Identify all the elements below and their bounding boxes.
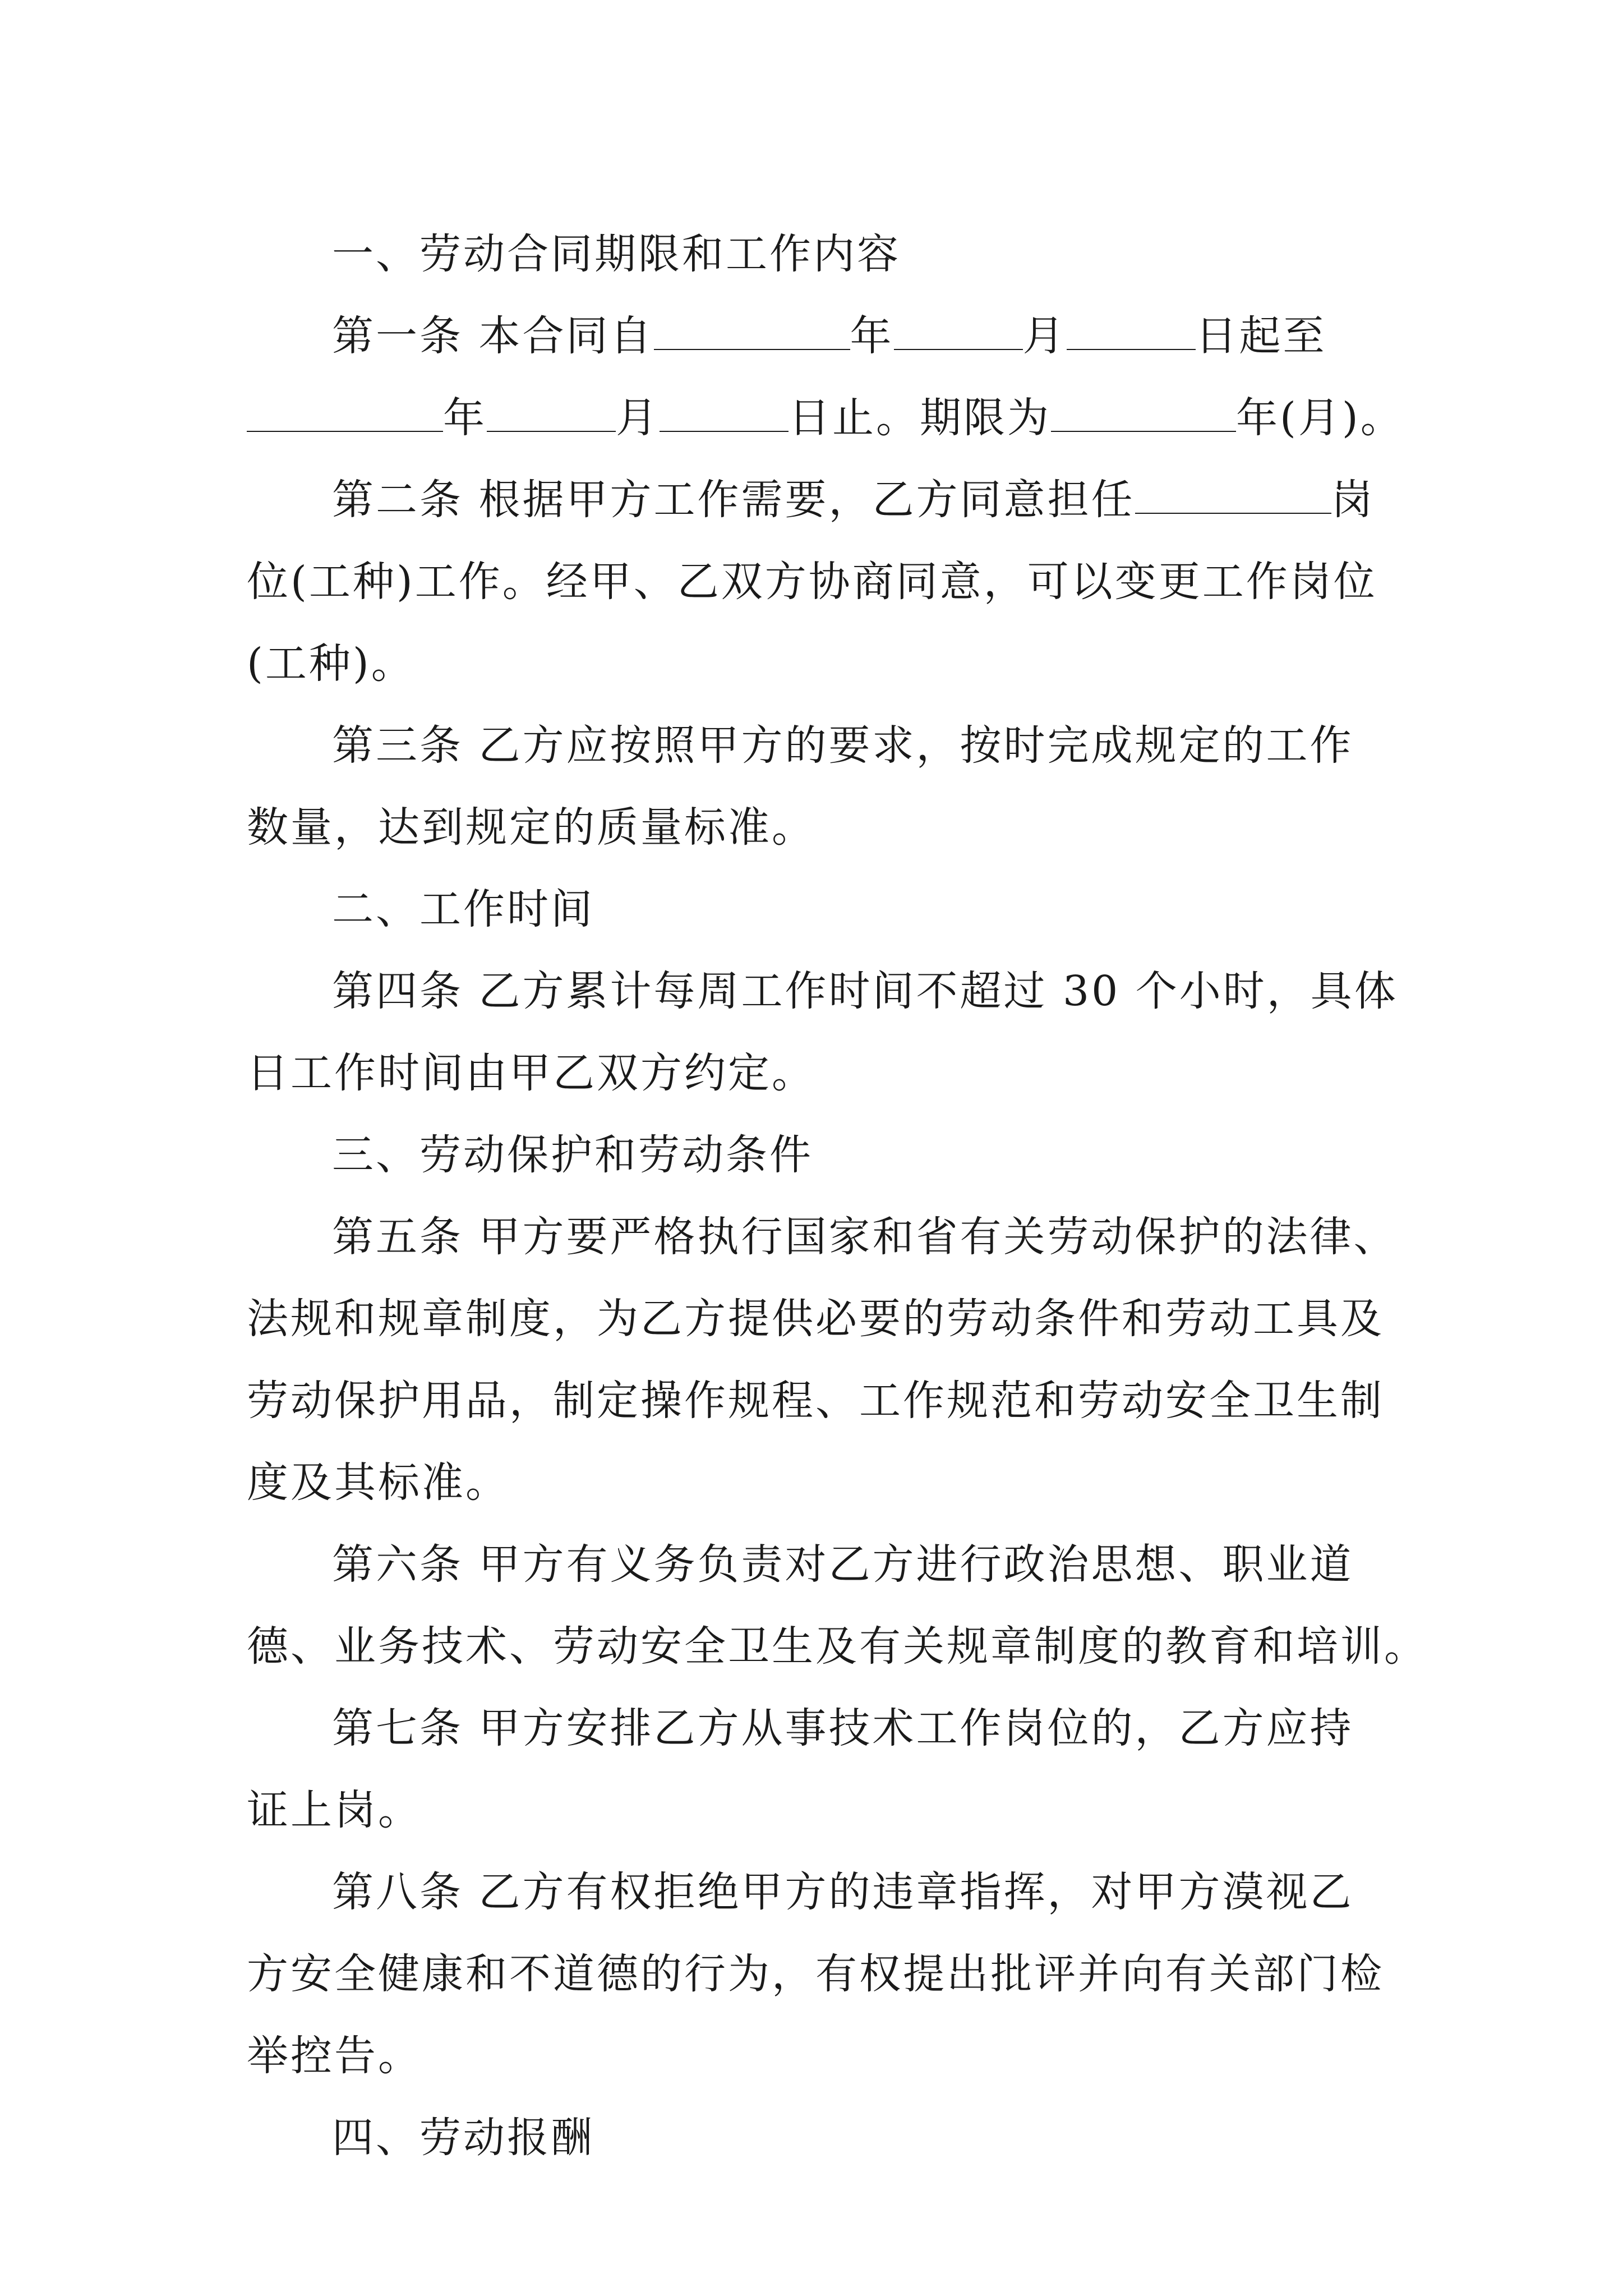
article-8-line-1: 第八条 乙方有权拒绝甲方的违章指挥，对甲方漠视乙: [332, 1868, 1354, 1916]
article-5-line-2: 法规和规章制度，为乙方提供必要的劳动条件和劳动工具及: [247, 1295, 1384, 1343]
article-7-line-2: 证上岗。: [247, 1786, 422, 1834]
article-7-line-1: 第七条 甲方安排乙方从事技术工作岗位的，乙方应持: [332, 1704, 1354, 1752]
article-6-line-1: 第六条 甲方有义务负责对乙方进行政治思想、职业道: [332, 1540, 1354, 1589]
start-year-blank[interactable]: [654, 314, 850, 350]
start-day-blank[interactable]: [1067, 314, 1196, 350]
article-3-line-1: 第三条 乙方应按照甲方的要求，按时完成规定的工作: [332, 721, 1354, 770]
article-4-line-2: 日工作时间由甲乙双方约定。: [247, 1049, 815, 1097]
position-blank[interactable]: [1135, 478, 1331, 514]
article-1-line-1: 第一条 本合同自 年 月 日起至: [332, 312, 1327, 360]
article-2-line-3: (工种)。: [247, 639, 415, 688]
document-page: [247, 213, 1428, 2179]
start-month-blank[interactable]: [894, 314, 1023, 350]
section-heading-4: 四、劳动报酬: [332, 2114, 594, 2162]
end-day-blank[interactable]: [660, 396, 789, 432]
article-5-line-4: 度及其标准。: [247, 1458, 509, 1507]
article-2-line-1: 第二条 根据甲方工作需要，乙方同意担任 岗: [332, 476, 1375, 524]
term-blank[interactable]: [1051, 396, 1236, 432]
article-5-line-3: 劳动保护用品，制定操作规程、工作规范和劳动安全卫生制: [247, 1377, 1384, 1425]
article-1-line-2: 年 月 日止。期限为 年(月)。: [247, 377, 1391, 459]
article-6-line-2: 德、业务技术、劳动安全卫生及有关规章制度的教育和培训。: [247, 1622, 1428, 1671]
end-month-blank[interactable]: [487, 396, 616, 432]
section-heading-3: 三、劳动保护和劳动条件: [332, 1131, 813, 1179]
article-4-line-1: 第四条 乙方累计每周工作时间不超过 30 个小时，具体: [332, 967, 1398, 1015]
section-heading-2: 二、工作时间: [332, 885, 594, 933]
article-8-line-3: 举控告。: [247, 2032, 422, 2080]
section-heading-1: 一、劳动合同期限和工作内容: [332, 230, 901, 278]
article-3-line-2: 数量，达到规定的质量标准。: [247, 803, 815, 852]
article-8-line-2: 方安全健康和不道德的行为，有权提出批评并向有关部门检: [247, 1950, 1384, 1998]
end-year-blank[interactable]: [247, 396, 443, 432]
article-2-line-2: 位(工种)工作。经甲、乙双方协商同意，可以变更工作岗位: [247, 558, 1377, 606]
article-5-line-1: 第五条 甲方要严格执行国家和省有关劳动保护的法律、: [332, 1213, 1398, 1261]
